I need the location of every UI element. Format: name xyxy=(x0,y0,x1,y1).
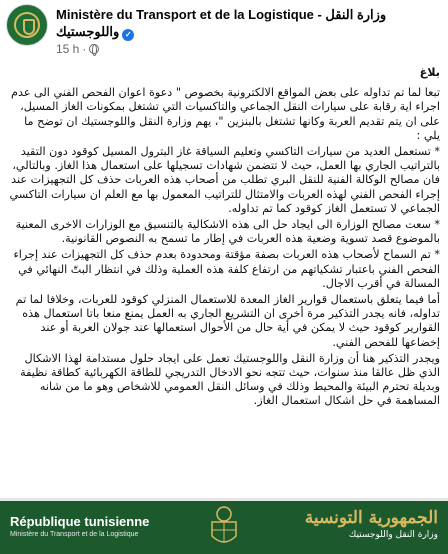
post-header xyxy=(0,0,448,60)
banner-french-block xyxy=(10,514,200,538)
post-image-banner[interactable] xyxy=(0,498,448,554)
banner-arabic-block xyxy=(278,508,438,540)
ministry-ar: وزارة النقل واللوجستيك xyxy=(348,530,438,540)
post-paragraph: ويجدر التذكير هنا أن وزارة النقل واللوجستيك تعمل على ايجاد حلول مستدامة لهذا الاشكال الذي ظل عالقا منذ سنوات، حيث تتجه نحو الادخال التدريجي للطاقة الكهربائية كطاقة نظيفة وبديلة تحترم البيئة والمحيط وذلك في وسائل النقل العمومي للاشخاص وهو ما من شانه المساهمة في حل اشكال استعمال الغاز. xyxy=(20,351,440,408)
page-name-link[interactable] xyxy=(56,6,441,41)
page-avatar[interactable] xyxy=(6,4,48,46)
republic-fr: République tunisienne xyxy=(10,514,150,529)
post-paragraph: أما فيما يتعلق باستعمال قوارير الغاز المعدة للاستعمال المنزلي كوقود للعربات، وخلافا لما تم تداوله، فانه يجدر التذكير مرة أخرى ان التشريع الجاري به العمل يمنع منعا باتا استعمال هذه القوارير كوقود حيث لا يمكن في أية حال من الأحوال استعمالها عند جولان العربة أو عند إخضاعها للفحص الفني. xyxy=(15,293,440,349)
post-time[interactable]: 15 h xyxy=(56,42,80,56)
post-paragraph: تبعا لما تم تداوله على بعض المواقع الالكترونية بخصوص " دعوة اعوان الفحص الفني الى عدم اجراء اية رقابة على سيارات النقل الجماعي والتاكسيات التي تشتغل بمكونات الغاز المسيل، على ان يتم تقديم العربة وكانها تشتغل بالبنزين "، يهم وزارة النقل واللوجستيك ان توضح ما يلي : xyxy=(11,86,440,142)
post-paragraph: * تستعمل العديد من سيارات التاكسي وتعليم السياقة غاز البترول المسيل كوقود دون التقيد بالتراتيب الجاري بها العمل، حيث لا تتضمن شهادات تسجيلها على استعمال هذا الغاز. وبالتالي، فان مصالح الوكالة الفنية للنقل البري تطلب من أصحاب هذه العربات حذف كل التجهيزات عند إجراء الفحص الفني لهذه العربات والامتثال للتراتيب المعمول بها مع العلم ان سيارات التاكسي الجماعي لا تستعمل الغاز كوقود كما تم تداوله. xyxy=(9,145,440,215)
republic-ar: الجمهورية التونسية xyxy=(304,508,438,528)
post-paragraph: * سعت مصالح الوزارة الى ايجاد حل الى هذه الاشكالية بالتنسيق مع الوزارات الاخرى المعنية بالموضوع قصد تسوية وضعية هذه العربات في إطار ما تسمح به النصوص القانونية. xyxy=(15,218,440,246)
globe-icon[interactable] xyxy=(89,44,99,54)
meta-separator: · xyxy=(82,42,87,56)
banner-divider xyxy=(0,498,448,501)
ministry-fr: Ministère du Transport et de la Logistique xyxy=(10,531,139,538)
tunisia-emblem-icon xyxy=(14,12,40,38)
verified-badge-icon: ✓ xyxy=(122,29,134,41)
page-name-text: Ministère du Transport et de la Logistique - وزارة النقل واللوجستيك xyxy=(56,7,387,39)
coat-of-arms-icon xyxy=(200,502,248,550)
post-paragraph: * تم السماح لأصحاب هذه العربات بصفة مؤقتة ومحدودة بعدم حذف كل التجهيزات عند إجراء الفحص الفني باعتبار تشكياتهم من ارتفاع كلفة هذه العملية وذلك في انتظار البتّ النهائي في المسالة في أقرب الاجال. xyxy=(13,248,440,290)
post-text xyxy=(8,66,440,411)
post-meta xyxy=(56,42,99,56)
post-title: بلاغ xyxy=(419,66,440,79)
